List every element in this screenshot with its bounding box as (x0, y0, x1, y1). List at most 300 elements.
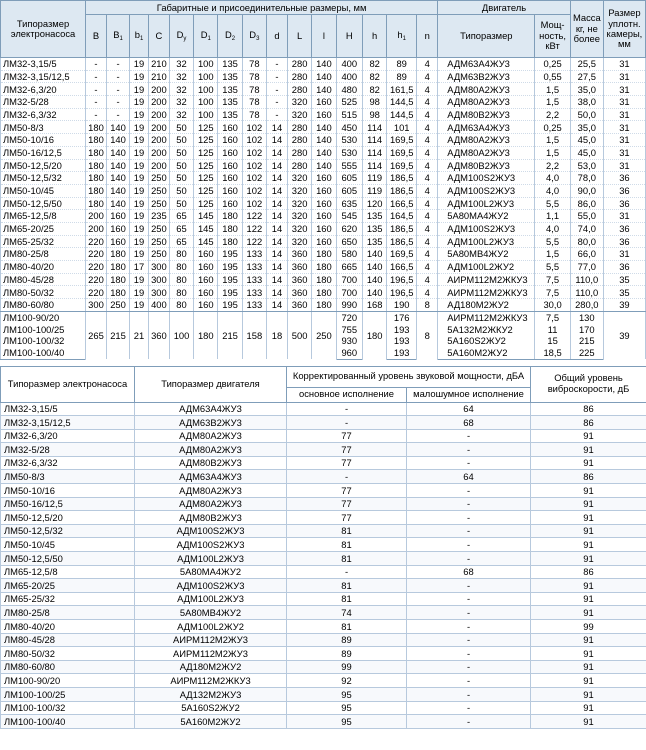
table-cell: АИРМ112М2ЖКУ3 (438, 273, 535, 286)
table-row (1, 235, 646, 248)
pump-size-cell: ЛМ50-10/45 (1, 538, 135, 552)
table-cell: 14 (267, 235, 288, 248)
header-dim-col (336, 15, 362, 58)
header-dim-col (267, 15, 288, 58)
table-cell: 91 (531, 511, 646, 525)
table-cell: 4,0 (535, 222, 570, 235)
table-cell: 31 (603, 146, 645, 159)
table-cell: 14 (267, 172, 288, 185)
header-motor-type: Типоразмер (438, 15, 535, 58)
table-row (1, 552, 646, 566)
header-power: Мощ-ность, кВт (535, 15, 570, 58)
table-row (1, 470, 646, 484)
table-cell: АДМ100S2ЖУ3 (135, 524, 287, 538)
table-cell: 19 (130, 184, 149, 197)
table-cell: 19 (130, 146, 149, 159)
table-cell: 2,2 (535, 108, 570, 121)
table-cell: 125 (194, 197, 218, 210)
table-row (1, 96, 646, 109)
table-cell: 5,5 (535, 261, 570, 274)
table-cell: 114 (363, 121, 387, 134)
table-cell: 160 (218, 197, 242, 210)
table-row (1, 58, 646, 71)
table-cell: - (407, 620, 531, 634)
table-cell: 450 (336, 121, 362, 134)
table-cell: 250 (148, 197, 169, 210)
table-cell: 100 (194, 83, 218, 96)
pump-size-cell: ЛМ80-60/80 (1, 660, 135, 674)
pump-size-cell: ЛМ32-6,3/20 (1, 83, 86, 96)
table-cell: 65 (169, 210, 193, 223)
table-cell: 195 (218, 261, 242, 274)
pump-size-cell: ЛМ32-6,3/20 (1, 429, 135, 443)
table-cell: 95 (287, 701, 407, 715)
table-cell: 515 (336, 108, 362, 121)
table-cell: 160 (194, 286, 218, 299)
table-cell: - (106, 96, 129, 109)
table-cell: 4 (417, 248, 438, 261)
table-cell: 160 (218, 184, 242, 197)
table-cell: 160 (218, 172, 242, 185)
table-cell: 140 (363, 273, 387, 286)
pump-size-cell: ЛМ50-12,5/32 (1, 524, 135, 538)
table-cell: 4 (417, 184, 438, 197)
table-row (1, 511, 646, 525)
table-cell: 31 (603, 121, 645, 134)
table-cell: 200 (148, 159, 169, 172)
table-cell: 5А132М2ЖКУ2 (438, 323, 535, 335)
table-cell: 605 (336, 184, 362, 197)
table-cell: 19 (130, 222, 149, 235)
noise-table (0, 366, 646, 729)
table-cell: 280 (287, 70, 311, 83)
merged-cell: 39 (603, 311, 645, 359)
table-cell: 133 (242, 273, 266, 286)
table-cell: 186,5 (387, 184, 417, 197)
table-cell: 78 (242, 96, 266, 109)
header-dim-letter: D (249, 29, 257, 40)
table-cell: 160 (218, 134, 242, 147)
table-cell: 5А80МА4ЖУ2 (135, 565, 287, 579)
table-cell: 38,0 (570, 96, 603, 109)
table-cell: 4,0 (535, 172, 570, 185)
header-dim-letter: h (397, 29, 403, 40)
table-cell: 35,0 (570, 121, 603, 134)
table-cell: АДМ80А2ЖУ3 (438, 134, 535, 147)
table-cell: - (407, 443, 531, 457)
table-cell: 92 (287, 674, 407, 688)
header-dim-letter: L (297, 30, 303, 42)
table-cell: 1,5 (535, 248, 570, 261)
table-cell: 145 (194, 210, 218, 223)
table-row (1, 248, 646, 261)
table-cell: 2,2 (535, 159, 570, 172)
table-row (1, 273, 646, 286)
table-row (1, 715, 646, 729)
table-cell: 77 (287, 484, 407, 498)
table-cell: - (407, 579, 531, 593)
table-cell: 140 (106, 172, 129, 185)
table-cell: 300 (86, 299, 107, 312)
table-cell: 320 (287, 222, 311, 235)
table-cell: 19 (130, 248, 149, 261)
table-cell: 160 (312, 222, 336, 235)
table-cell: АДМ80А2ЖУ3 (135, 484, 287, 498)
table-cell: 91 (531, 456, 646, 470)
table-cell: 78 (242, 108, 266, 121)
table-cell: 180 (86, 121, 107, 134)
table-cell: АИРМ112М2ЖКУ3 (438, 311, 535, 323)
header-dim-subscript: 1 (402, 36, 406, 42)
table-cell: 14 (267, 299, 288, 312)
table-cell: 280 (287, 159, 311, 172)
table-cell: 125 (194, 159, 218, 172)
table-cell: 193 (387, 347, 417, 359)
table-cell: 98 (363, 108, 387, 121)
header-dim-col (363, 15, 387, 58)
table-cell: 4 (417, 261, 438, 274)
table-row (1, 660, 646, 674)
table-cell: 119 (363, 184, 387, 197)
header-dim-col (287, 15, 311, 58)
table-cell: 125 (194, 184, 218, 197)
table-cell: 102 (242, 172, 266, 185)
header-dim-col (194, 15, 218, 58)
pump-size-cell: ЛМ50-8/3 (1, 121, 86, 134)
table-cell: 36 (603, 172, 645, 185)
noise-table-body (1, 402, 646, 728)
table-cell: 193 (387, 335, 417, 347)
pump-size-cell: ЛМ50-10/16 (1, 134, 86, 147)
table-cell: 35 (603, 273, 645, 286)
table-cell: 140 (106, 197, 129, 210)
table-cell: 160 (106, 210, 129, 223)
header-dim-col (242, 15, 266, 58)
pump-size-cell: ЛМ32-6,3/32 (1, 108, 86, 121)
table-cell: 125 (194, 121, 218, 134)
table-cell: 169,5 (387, 134, 417, 147)
table-cell: - (407, 524, 531, 538)
pump-size-cell: ЛМ65-12,5/8 (1, 210, 86, 223)
table-cell: 90,0 (570, 184, 603, 197)
table-cell: 169,5 (387, 248, 417, 261)
table-cell: 180 (218, 210, 242, 223)
table-cell: 135 (363, 210, 387, 223)
table-cell: 5А80МВ4ЖУ2 (438, 248, 535, 261)
table-cell: 144,5 (387, 108, 417, 121)
table-cell: 160 (218, 146, 242, 159)
table-cell: - (267, 96, 288, 109)
table-cell: 280 (287, 146, 311, 159)
table-cell: 14 (267, 222, 288, 235)
table-cell: 95 (287, 715, 407, 729)
table-cell: 89 (387, 58, 417, 71)
table-cell: 91 (531, 687, 646, 701)
table-cell: - (287, 402, 407, 416)
table-cell: 122 (242, 210, 266, 223)
merged-cell: 18 (267, 311, 288, 359)
table-cell: АДМ80А2ЖУ3 (135, 429, 287, 443)
table-cell: АДМ100L2ЖУ3 (438, 235, 535, 248)
table-cell: 140 (363, 261, 387, 274)
table-cell: 320 (287, 96, 311, 109)
table-cell: 300 (148, 286, 169, 299)
table-cell: 160 (312, 172, 336, 185)
table-cell: 140 (312, 58, 336, 71)
table-cell: 31 (603, 58, 645, 71)
table-cell: - (407, 715, 531, 729)
table-cell: 68 (407, 416, 531, 430)
table-cell: 250 (148, 172, 169, 185)
pump-size-cell: ЛМ80-50/32 (1, 286, 86, 299)
table-cell: АДМ100L2ЖУ2 (135, 620, 287, 634)
table-cell: 91 (531, 660, 646, 674)
table-cell: 91 (531, 633, 646, 647)
table-cell: 200 (148, 146, 169, 159)
table-cell: АДМ63В2ЖУ3 (438, 70, 535, 83)
table-cell: - (267, 58, 288, 71)
table-cell: 195 (218, 299, 242, 312)
table-cell: 220 (86, 235, 107, 248)
table-cell: 98 (363, 96, 387, 109)
table-cell: 4 (417, 58, 438, 71)
header-dim-subscript: 2 (231, 36, 236, 42)
table-cell: 140 (106, 184, 129, 197)
table-cell: 960 (336, 347, 362, 359)
pump-size-cell: ЛМ65-25/32 (1, 235, 86, 248)
table-cell: 82 (363, 83, 387, 96)
table-cell: АД180М2ЖУ2 (438, 299, 535, 312)
table-cell: АДМ63А4ЖУ3 (438, 121, 535, 134)
table-cell: 91 (531, 538, 646, 552)
table-cell: 160 (312, 210, 336, 223)
table-cell: 250 (148, 248, 169, 261)
pump-size-cell: ЛМ50-10/16 (1, 484, 135, 498)
table-row (1, 286, 646, 299)
table-cell: 14 (267, 184, 288, 197)
table-row (1, 83, 646, 96)
table-cell: 169,5 (387, 146, 417, 159)
table-cell: 5,5 (535, 197, 570, 210)
table-cell: 65 (169, 235, 193, 248)
table-cell: 119 (363, 172, 387, 185)
table-cell: - (106, 58, 129, 71)
table-cell: 220 (86, 273, 107, 286)
table-cell: 320 (287, 184, 311, 197)
table-cell: 180 (86, 134, 107, 147)
table-cell: 125 (194, 146, 218, 159)
pump-size-cell: ЛМ80-40/20 (1, 620, 135, 634)
table-cell: 91 (531, 592, 646, 606)
table-cell: 81 (287, 538, 407, 552)
table-cell: 32 (169, 58, 193, 71)
table-row (1, 108, 646, 121)
table-cell: 180 (106, 273, 129, 286)
table-cell: 14 (267, 248, 288, 261)
merged-cell: 265 (86, 311, 107, 359)
table-cell: 0,55 (535, 70, 570, 83)
merged-cell: 8 (417, 311, 438, 359)
table-cell: - (407, 592, 531, 606)
header-seal-size: Размер уплотн. камеры, мм (603, 1, 645, 58)
table-cell: - (267, 70, 288, 83)
table-cell: 99 (531, 620, 646, 634)
table-cell: 19 (130, 134, 149, 147)
table-row (1, 121, 646, 134)
header-mass: Масса кг, не более (570, 1, 603, 58)
table-cell: 77,0 (570, 261, 603, 274)
table-cell: - (407, 456, 531, 470)
dimensions-table-body (1, 58, 646, 312)
table-cell: 19 (130, 210, 149, 223)
table-cell: 400 (336, 70, 362, 83)
table-cell: 135 (363, 235, 387, 248)
pump-size-cell: ЛМ50-16/12,5 (1, 146, 86, 159)
table-cell: 160 (218, 121, 242, 134)
table-cell: 135 (218, 58, 242, 71)
table-cell: 180 (86, 146, 107, 159)
table-cell: 140 (312, 134, 336, 147)
table-cell: 140 (312, 159, 336, 172)
table-cell: 720 (336, 311, 362, 323)
table-cell: 4 (417, 108, 438, 121)
table-cell: 14 (267, 286, 288, 299)
table-cell: 180 (218, 235, 242, 248)
table-cell: АДМ80В2ЖУ3 (438, 159, 535, 172)
merged-cell: 500 (287, 311, 311, 359)
table-cell: 4 (417, 172, 438, 185)
table-cell: 5А160S2ЖУ2 (438, 335, 535, 347)
table-cell: АДМ100L2ЖУ3 (135, 552, 287, 566)
table-cell: АДМ80В2ЖУ3 (135, 511, 287, 525)
table-cell: 196,5 (387, 273, 417, 286)
table-cell: 4 (417, 96, 438, 109)
pump-size-cell: ЛМ80-25/8 (1, 606, 135, 620)
table-cell: 133 (242, 261, 266, 274)
table-cell: 4 (417, 197, 438, 210)
table-cell: 91 (531, 579, 646, 593)
table-cell: 102 (242, 121, 266, 134)
table-cell: 53,0 (570, 159, 603, 172)
pump-size-cell: ЛМ32-3,15/12,5 (1, 70, 86, 83)
table-cell: 320 (287, 172, 311, 185)
table-cell: 50 (169, 121, 193, 134)
table-cell: 91 (531, 552, 646, 566)
table-cell: 180 (86, 184, 107, 197)
header-dim-letter: D (176, 29, 184, 40)
table-cell: 19 (130, 235, 149, 248)
table-row (1, 484, 646, 498)
table-cell: 180 (106, 248, 129, 261)
table-cell: 166,5 (387, 197, 417, 210)
pump-size-cell: ЛМ80-40/20 (1, 261, 86, 274)
table-cell: - (267, 108, 288, 121)
header-dim-col (130, 15, 149, 58)
table-cell: 89 (387, 70, 417, 83)
table-cell: 31 (603, 210, 645, 223)
pump-size-cell: ЛМ32-5/28 (1, 443, 135, 457)
table-cell: 120 (363, 197, 387, 210)
table-cell: 17 (130, 261, 149, 274)
table-cell: 160 (312, 184, 336, 197)
table-row (1, 429, 646, 443)
table-cell: 5А160М2ЖУ2 (438, 347, 535, 359)
table-cell: 77 (287, 497, 407, 511)
table-cell: АДМ80А2ЖУ3 (135, 497, 287, 511)
pump-size-cell: ЛМ50-12,5/20 (1, 159, 86, 172)
merged-cell: 180 (363, 311, 387, 359)
table-cell: 80 (169, 286, 193, 299)
table-cell: 45,0 (570, 146, 603, 159)
table-cell: 50 (169, 197, 193, 210)
table-cell: - (86, 96, 107, 109)
table-cell: 210 (148, 58, 169, 71)
table-cell: 133 (242, 286, 266, 299)
table-cell: 0,25 (535, 58, 570, 71)
table-cell: 360 (287, 248, 311, 261)
table-cell: 35,0 (570, 83, 603, 96)
table-row (1, 674, 646, 688)
table-cell: 135 (218, 70, 242, 83)
table-cell: 193 (387, 323, 417, 335)
table-cell: 195 (218, 286, 242, 299)
table-cell: АДМ80А2ЖУ3 (438, 146, 535, 159)
table-cell: 39 (603, 299, 645, 312)
table-row (1, 311, 646, 323)
table-cell: - (287, 416, 407, 430)
table-cell: - (407, 660, 531, 674)
pump-size-cell: ЛМ100-90/20 (1, 311, 86, 323)
pump-size-cell: ЛМ65-20/25 (1, 222, 86, 235)
table-cell: 220 (86, 286, 107, 299)
table-cell: 86 (531, 470, 646, 484)
table-cell: 4 (417, 146, 438, 159)
table-cell: АДМ63А4ЖУ3 (438, 58, 535, 71)
table-cell: 135 (363, 222, 387, 235)
table-cell: 18,5 (535, 347, 570, 359)
table-cell: 133 (242, 299, 266, 312)
table-cell: 140 (363, 248, 387, 261)
table-cell: 19 (130, 286, 149, 299)
merged-cell: 215 (218, 311, 242, 359)
table-cell: - (287, 565, 407, 579)
table-cell: АД132М2ЖУ3 (135, 687, 287, 701)
table-cell: 100 (194, 96, 218, 109)
table-cell: 122 (242, 235, 266, 248)
table-cell: 160 (218, 159, 242, 172)
table-cell: 320 (287, 108, 311, 121)
header-dim-subscript: 1 (139, 36, 144, 42)
table-cell: 180 (106, 261, 129, 274)
table-cell: 180 (312, 299, 336, 312)
header-dim-subscript: 3 (256, 36, 260, 42)
table-cell: 30,0 (535, 299, 570, 312)
table-cell: АДМ100S2ЖУ3 (135, 579, 287, 593)
table-cell: 133 (242, 248, 266, 261)
table-cell: 160 (312, 96, 336, 109)
header-dimensions-group: Габаритные и присоединительные размеры, мм (86, 1, 438, 15)
table-cell: 77 (287, 511, 407, 525)
table-cell: 169,5 (387, 159, 417, 172)
table-cell: 14 (267, 273, 288, 286)
table-cell: 81 (287, 592, 407, 606)
table-cell: 31 (603, 159, 645, 172)
table-cell: 36 (603, 222, 645, 235)
table-row (1, 222, 646, 235)
table-cell: 195 (218, 273, 242, 286)
table-cell: АДМ63В2ЖУ3 (135, 416, 287, 430)
table-row (1, 524, 646, 538)
